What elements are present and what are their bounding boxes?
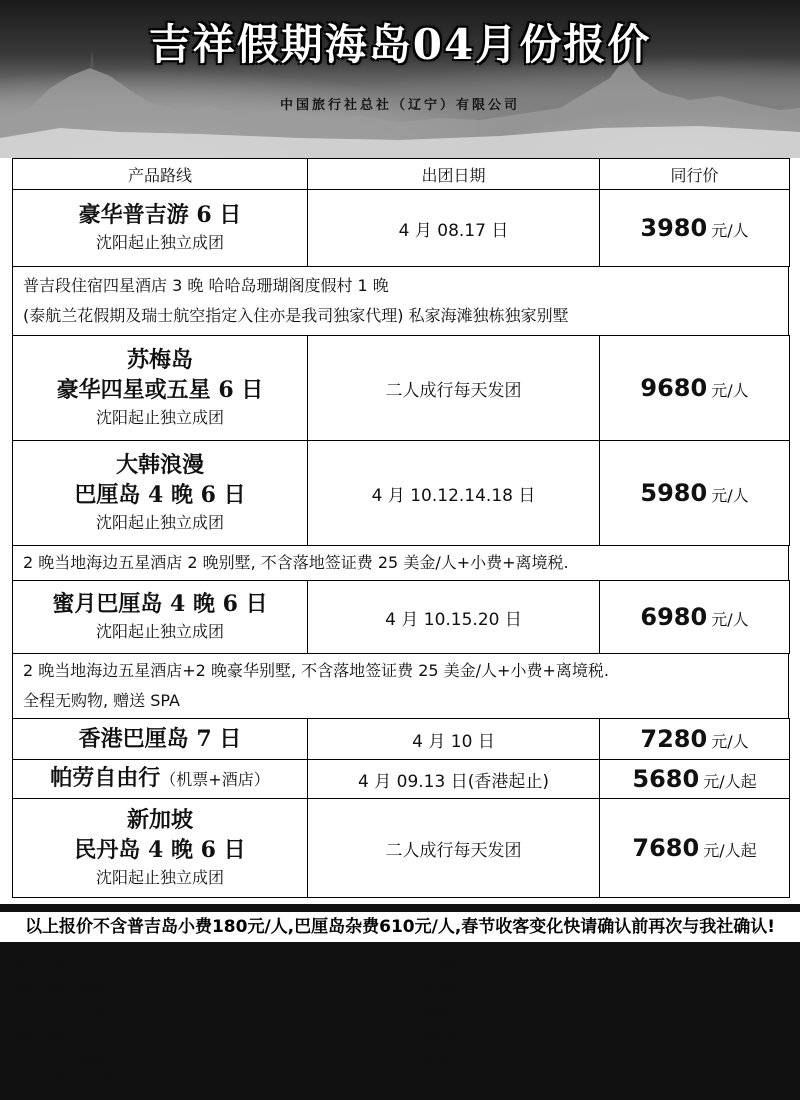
price-value: 6980	[640, 603, 708, 631]
contact-name-phone: 大韩024-22504488	[425, 958, 561, 974]
contact-mobile: 15802466128	[680, 958, 784, 974]
product-note	[13, 546, 789, 580]
contact-name-phone: 春晖024-62871260	[425, 1006, 561, 1022]
contact-mobile: 15004048864	[680, 1006, 784, 1022]
product-note-row	[13, 267, 790, 336]
contact-qq: Q:1021041991	[565, 1006, 676, 1022]
company-manager: 公司负责人:高芳林024-22520477 13066615777	[12, 1071, 355, 1087]
contact-qq: Q:1208886327	[565, 982, 676, 998]
product-name: 新加坡	[126, 807, 193, 833]
product-price	[600, 719, 790, 759]
note-line: 全程无购物, 赠送 SPA	[23, 691, 180, 710]
product-route	[13, 441, 308, 545]
column-header-price: 同行价	[600, 159, 790, 189]
product-route	[13, 336, 308, 440]
product-name: 民丹岛 4 晚 6 日	[74, 837, 246, 863]
contact-name-phone: 乐乐024-22504488	[76, 1030, 212, 1046]
product-name-line	[50, 763, 269, 795]
contact-name-phone: 王蕾024-22504466	[76, 958, 212, 974]
product-route	[13, 719, 308, 759]
contact-name-phone: 李卿024-22504499	[76, 982, 212, 998]
product-name: 大韩浪漫	[115, 452, 204, 478]
contact-list	[12, 954, 798, 1074]
price-value: 7680	[632, 834, 700, 862]
contact-mobile: 13309816321	[680, 1054, 784, 1070]
product-route	[13, 760, 308, 798]
product-date: 4 月 10.15.20 日	[308, 581, 600, 653]
product-price	[600, 336, 790, 440]
contact-qq: Q:570283918	[565, 1030, 667, 1046]
product-date: 4 月 09.13 日(香港起止)	[308, 760, 600, 798]
product-name: 苏梅岛	[126, 347, 193, 373]
contact-row	[12, 954, 798, 978]
contact-row	[12, 978, 798, 1002]
product-row-palau	[13, 760, 790, 799]
product-note	[13, 267, 789, 335]
price-value: 5680	[632, 765, 700, 793]
product-name: 豪华普吉游 6 日	[78, 202, 242, 228]
product-departure: 沈阳起止独立成团	[95, 233, 224, 252]
company-name: 中国旅行社总社（辽宁）有限公司	[279, 98, 520, 113]
product-note-row	[13, 654, 790, 719]
column-header-date: 出团日期	[308, 159, 600, 189]
contact-row	[12, 1026, 798, 1050]
price-value: 9680	[640, 374, 708, 402]
header-banner	[0, 0, 800, 158]
product-price	[600, 190, 790, 266]
product-name: 蜜月巴厘岛 4 晚 6 日	[52, 591, 268, 617]
column-header-route: 产品路线	[13, 159, 308, 189]
product-row-honeymoon-bali	[13, 581, 790, 654]
contact-line-label: 东南亚线:	[12, 958, 72, 974]
product-price	[600, 799, 790, 897]
product-price	[600, 441, 790, 545]
product-date: 4 月 08.17 日	[308, 190, 600, 266]
product-route	[13, 190, 308, 266]
product-price	[600, 760, 790, 798]
price-unit: 元/人	[711, 221, 749, 240]
product-route	[13, 799, 308, 897]
product-departure: 沈阳起止独立成团	[95, 868, 224, 887]
product-route	[13, 581, 308, 653]
contact-mobile: 18842528921	[325, 1030, 429, 1046]
notice-banner: 以上报价不含普吉岛小费180元/人,巴厘岛杂费610元/人,春节收客变化快请确认前再次与我社确认!	[0, 912, 800, 942]
contact-qq: Q:985523264	[218, 1006, 320, 1022]
product-name-suffix: （机票+酒店）	[160, 770, 270, 789]
price-value: 5980	[640, 479, 708, 507]
product-price	[600, 581, 790, 653]
price-unit: 元/人	[711, 381, 749, 400]
contact-row	[12, 1002, 798, 1026]
product-note-row	[13, 546, 790, 581]
product-row-koh-samui	[13, 336, 790, 441]
price-unit: 元/人	[711, 732, 749, 751]
price-value: 7280	[640, 725, 708, 753]
product-date: 二人成行每天发团	[308, 336, 600, 440]
product-name: 巴厘岛 4 晚 6 日	[74, 482, 246, 508]
contact-mobile: 13904046725	[325, 958, 429, 974]
contact-name-phone: 婷婷024-22504466	[425, 982, 561, 998]
product-name: 香港巴厘岛 7 日	[78, 726, 242, 752]
contact-line-label	[12, 1002, 76, 1026]
contact-line-label: 海岛线路:	[12, 1030, 72, 1046]
note-line: 2 晚当地海边五星酒店+2 晚豪华别墅, 不含落地签证费 25 美金/人+小费+离境税.	[23, 661, 609, 680]
price-unit: 元/人起	[703, 841, 757, 860]
contact-name-phone: 苡西024-62871250	[76, 1006, 212, 1022]
contact-qq: Q:877858317	[565, 958, 667, 974]
product-name: 豪华四星或五星 6 日	[56, 377, 264, 403]
product-date: 4 月 10 日	[308, 719, 600, 759]
price-unit: 元/人	[711, 610, 749, 629]
page-title: 吉祥假期海岛04月份报价	[148, 20, 652, 69]
contact-mobile: 13940027875	[325, 1006, 429, 1022]
contact-mobile: 13998800980	[325, 982, 429, 998]
contact-line-label: 港澳线路:	[12, 982, 72, 998]
contact-qq: Q:1208886327	[218, 1054, 329, 1070]
product-row-hongkong-bali	[13, 719, 790, 760]
note-line: (泰航兰花假期及瑞士航空指定入住亦是我司独家代理) 私家海滩独栋独家别墅	[23, 306, 569, 325]
price-unit: 元/人	[711, 486, 749, 505]
product-departure: 沈阳起止独立成团	[95, 513, 224, 532]
contact-qq: Q:593610988	[218, 1030, 320, 1046]
product-name: 帕劳自由行	[50, 765, 161, 791]
product-row-phuket	[13, 190, 790, 267]
price-table	[12, 158, 790, 898]
product-departure: 沈阳起止独立成团	[95, 622, 224, 641]
contact-mobile: 15940111993	[325, 1054, 429, 1070]
price-value: 3980	[640, 214, 708, 242]
contact-qq: Q:494243570	[218, 958, 320, 974]
note-line: 2 晚当地海边五星酒店 2 晚别墅, 不含落地签证费 25 美金/人+小费+离境税.	[23, 553, 569, 572]
note-line: 普吉段住宿四星酒店 3 晚 哈哈岛珊瑚阁度假村 1 晚	[23, 276, 389, 295]
product-date: 4 月 10.12.14.18 日	[308, 441, 600, 545]
contact-name-phone: 多金024-22504488	[425, 1054, 561, 1070]
price-unit: 元/人起	[703, 772, 757, 791]
product-date: 二人成行每天发团	[308, 799, 600, 897]
product-row-singapore-bintan	[13, 799, 790, 898]
contact-name-phone: 桂圆024-22504488	[425, 1030, 561, 1046]
product-row-korea-bali	[13, 441, 790, 546]
contact-qq: Q:20379274	[218, 982, 311, 998]
table-header-row	[13, 159, 790, 190]
contact-name-phone: 婷婷024-22504466	[76, 1054, 212, 1070]
contact-mobile: 15940111993	[680, 982, 784, 998]
product-note	[13, 654, 789, 718]
product-departure: 沈阳起止独立成团	[95, 408, 224, 427]
contact-mobile: 13555827575	[680, 1030, 784, 1046]
contact-qq: Q:963599462	[565, 1054, 667, 1070]
